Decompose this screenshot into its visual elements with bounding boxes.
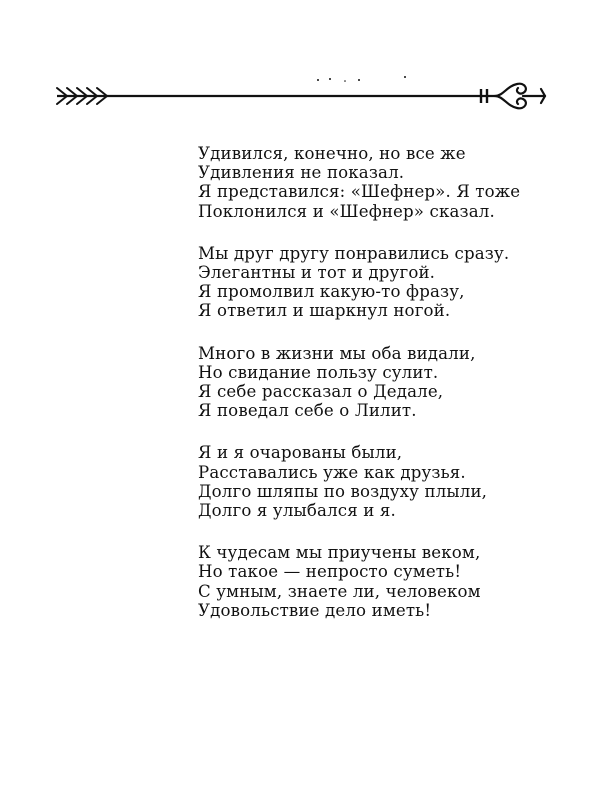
poem-line: Удовольствие дело иметь! bbox=[198, 600, 432, 620]
stanza-2 bbox=[198, 244, 538, 321]
stanza-3 bbox=[198, 344, 538, 421]
poem-line: Но свидание пользу сулит. bbox=[198, 362, 439, 382]
poem-line: Я представился: «Шефнер». Я тоже bbox=[198, 182, 521, 202]
poem-line: Долго я улыбался и я. bbox=[198, 501, 396, 521]
poem-line: К чудесам мы приучены веком, bbox=[198, 543, 481, 563]
poem-line: Долго шляпы по воздуху плыли, bbox=[198, 481, 488, 501]
poem bbox=[198, 144, 538, 643]
stanza-5 bbox=[198, 543, 538, 620]
poem-line: Много в жизни мы оба видали, bbox=[198, 343, 476, 363]
poem-line: Но такое — непросто суметь! bbox=[198, 562, 462, 582]
poem-line: Я себе рассказал о Дедале, bbox=[198, 382, 444, 402]
stanza-1 bbox=[198, 144, 538, 221]
poem-line: Поклонился и «Шефнер» сказал. bbox=[198, 201, 495, 221]
arrow-ornament-icon bbox=[55, 74, 550, 118]
stanza-4 bbox=[198, 443, 538, 520]
poem-line: Удивился, конечно, но все же bbox=[198, 144, 466, 163]
poem-line: Я поведал себе о Лилит. bbox=[198, 401, 417, 421]
poem-line: Я ответил и шаркнул ногой. bbox=[198, 301, 451, 321]
poem-line: Удивления не показал. bbox=[198, 163, 405, 183]
poem-line: Мы друг другу понравились сразу. bbox=[198, 243, 510, 263]
poem-line: Элегантны и тот и другой. bbox=[198, 263, 436, 283]
poem-line: С умным, знаете ли, человеком bbox=[198, 581, 481, 601]
poem-line: Расставались уже как друзья. bbox=[198, 462, 466, 482]
poem-line: Я и я очарованы были, bbox=[198, 443, 403, 463]
poem-line: Я промолвил какую-то фразу, bbox=[198, 282, 465, 302]
